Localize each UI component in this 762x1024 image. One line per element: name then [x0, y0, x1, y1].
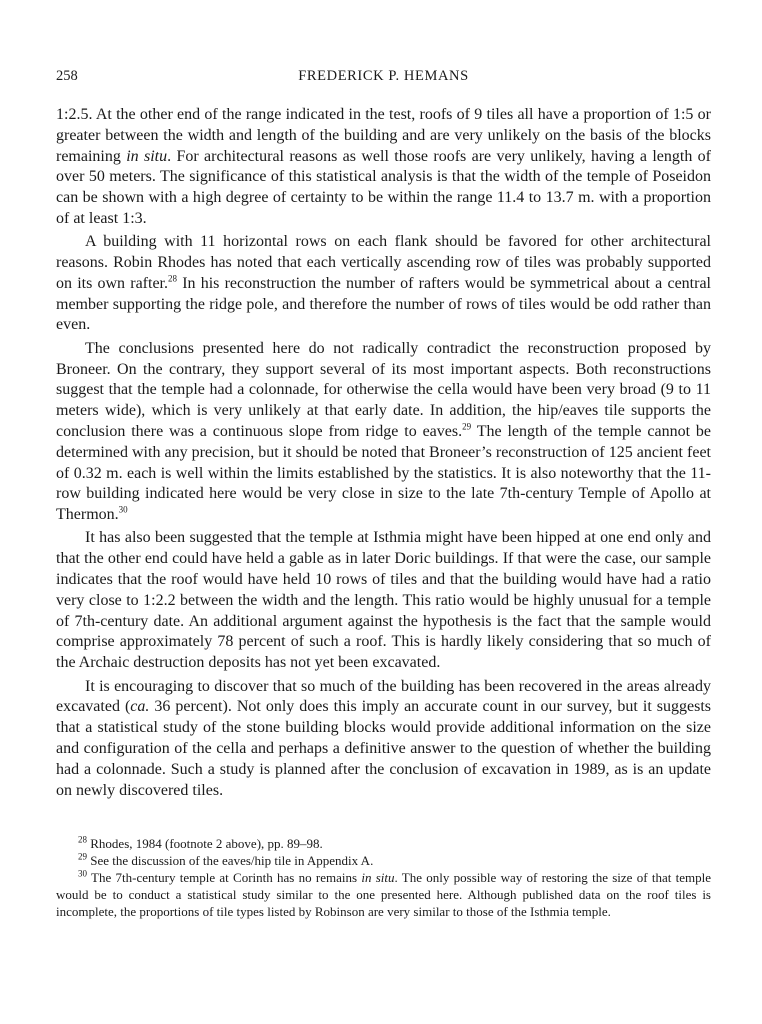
footnotes [56, 835, 711, 920]
paragraph-1 [56, 105, 711, 230]
footnote-29-number: 29 [78, 851, 87, 862]
body-text [56, 105, 711, 804]
paragraph-1-text: 1:2.5. At the other end of the range indicated in the test, roofs of 9 tiles all have a proportion of 1:5 or greater between the width and length of the building and are very unlikely on the basis of the blocks remaining [56, 106, 711, 165]
paragraph-5-text: It is encouraging to discover that so much of the building has been recovered in the areas already excavated ( [56, 677, 711, 716]
paragraph-3-text-mid: The length of the temple cannot be determined with any precision, but it should be noted that Broneer’s reconstruction of 125 ancient feet of 0.32 m. each is well within the limits established by the statistics. It is also noteworthy that the 11-row building indicated here would be very close in size to the late 7th-century Temple of Apollo at Thermon. [56, 422, 711, 524]
paragraph-2-text: A building with 11 horizontal rows on each flank should be favored for other architectural reasons. Robin Rhodes has noted that each vertically ascending row of tiles was probably supported on its own rafter. [56, 233, 711, 292]
footnote-30 [56, 869, 711, 920]
running-head [56, 66, 711, 86]
footnote-28-text: Rhodes, 1984 (footnote 2 above), pp. 89–98. [87, 836, 323, 851]
document-page [56, 0, 711, 1024]
footnote-30-text-end: . The only possible way of restoring the size of that temple would be to conduct a statistical study similar to the one presented here. Although published data on the roof tiles is incomplete, the proportions of tile types listed by Robinson are very similar to those of the Isthmia temple. [56, 870, 711, 919]
paragraph-2-text-end: In his reconstruction the number of rafters would be symmetrical about a central member supporting the ridge pole, and therefore the number of rows of tiles would be odd rather than even. [56, 274, 711, 334]
paragraph-4 [56, 528, 711, 674]
footnote-30-number: 30 [78, 868, 87, 879]
paragraph-1-italic: in situ [126, 147, 168, 165]
paragraph-5 [56, 677, 711, 802]
paragraph-5-text-end: 36 percent). Not only does this imply an accurate count in our survey, but it suggests that a statistical study of the stone building blocks would provide additional information on the size and configuration of the cella and perhaps a definitive answer to the question of whether the building had a colonnade. Such a study is planned after the conclusion of excavation in 1989, as is an update on newly discovered tiles. [56, 698, 712, 799]
paragraph-3 [56, 339, 711, 526]
paragraph-5-italic: ca. [130, 698, 150, 716]
footnote-30-italic: in situ [361, 870, 395, 885]
footnote-28 [56, 835, 711, 852]
footnote-ref-30: 30 [118, 504, 128, 515]
paragraph-1-text-end: . For architectural reasons as well those roofs are very unlikely, having a length of over 50 meters. The significance of this statistical analysis is that the width of the temple of Poseidon can be shown with a high degree of certainty to be within the range 11.4 to 13.7 m. with a proportion of at least 1:3. [56, 147, 712, 227]
page-number: 258 [56, 68, 78, 84]
footnote-ref-28: 28 [168, 273, 177, 284]
footnote-ref-29: 29 [462, 421, 472, 432]
footnote-30-text: The 7th-century temple at Corinth has no remains [87, 870, 362, 885]
paragraph-2 [56, 232, 711, 336]
footnote-28-number: 28 [78, 834, 87, 845]
footnote-29-text: See the discussion of the eaves/hip tile in Appendix A. [87, 853, 374, 868]
author-running-head: FREDERICK P. HEMANS [298, 68, 469, 84]
footnote-29 [56, 852, 711, 869]
paragraph-4-text: It has also been suggested that the temple at Isthmia might have been hipped at one end only and that the other end could have held a gable as in later Doric buildings. If that were the case, our sample indicates that the roof would have held 10 rows of tiles and that the building would have had a ratio very close to 1:2.2 between the width and the length. This ratio would be highly unusual for a temple of 7th-century date. An additional argument against the hypothesis is the fact that the sample would comprise approximately 78 percent of such a roof. This is hardly likely considering that so much of the Archaic destruction deposits has not yet been excavated. [56, 529, 711, 672]
paragraph-3-text: The conclusions presented here do not radically contradict the reconstruction proposed by Broneer. On the contrary, they support several of its most important aspects. Both reconstructions suggest that the temple had a colonnade, for otherwise the cella would have been very broad (9 to 11 meters wide), which is very unlikely at that early date. In addition, the hip/eaves tile supports the conclusion there was a continuous slope from ridge to eaves. [56, 339, 711, 440]
